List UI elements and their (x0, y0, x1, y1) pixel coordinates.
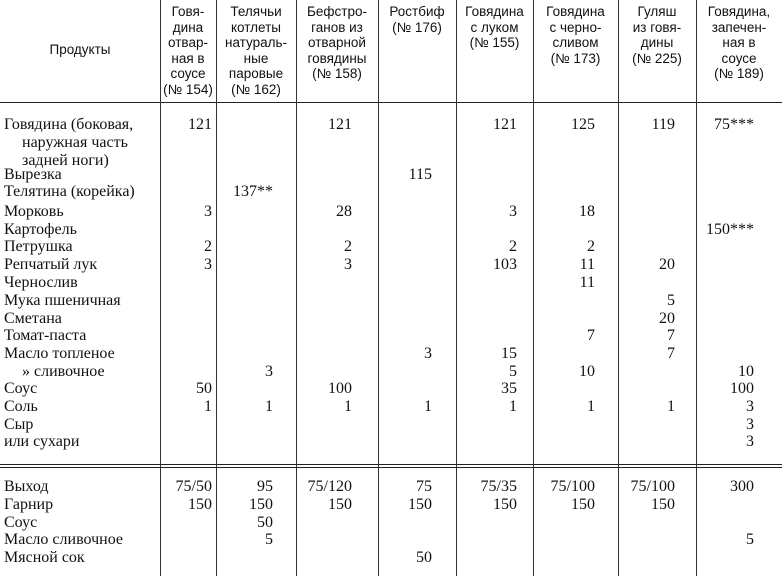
ingredient-row-cell: 3 (265, 363, 273, 380)
column-header: Говядина, запечен- ная в соусе (№ 189) (707, 4, 771, 81)
ingredient-row-cell: 125 (571, 116, 595, 133)
ingredient-row-label: задней ноги) (22, 152, 109, 169)
ingredient-row-label: Репчатый лук (4, 256, 98, 273)
ingredient-row-cell: 3 (746, 433, 754, 450)
ingredient-row-label: Соль (4, 398, 38, 415)
yield-row-label: Соус (4, 514, 38, 531)
column-divider (456, 0, 457, 576)
yield-row-cell: 5 (265, 531, 273, 548)
yield-row-cell: 95 (257, 478, 273, 495)
ingredient-row-label: Масло топленое (4, 345, 115, 362)
header-divider (0, 102, 782, 103)
ingredient-row-cell: 3 (424, 345, 432, 362)
column-header: Говядина с луком (№ 155) (465, 4, 524, 50)
ingredient-row-label: Мука пшеничная (4, 292, 121, 309)
yield-row-cell: 300 (730, 478, 754, 495)
ingredient-row-cell: 28 (336, 203, 352, 220)
ingredient-row-cell: 2 (204, 238, 212, 255)
yield-row-label: Мясной сок (4, 549, 85, 566)
ingredient-row-cell: 11 (579, 256, 595, 273)
ingredient-row-cell: 10 (579, 363, 595, 380)
ingredient-row-cell: 10 (738, 363, 754, 380)
ingredient-row-cell: 35 (501, 380, 517, 397)
yield-row-cell: 150 (249, 496, 273, 513)
footer-divider-top (0, 464, 782, 465)
ingredient-row-cell: 7 (667, 345, 675, 362)
ingredient-row-cell: 121 (188, 116, 212, 133)
yield-row-cell: 150 (408, 496, 432, 513)
yield-row-cell: 50 (257, 514, 273, 531)
ingredient-row-label: Говядина (боковая, (4, 116, 134, 133)
ingredient-row-cell: 3 (204, 256, 212, 273)
ingredient-row-label: или сухари (4, 433, 80, 450)
yield-row-label: Масло сливочное (4, 531, 123, 548)
ingredient-row-label: Картофель (4, 221, 77, 238)
yield-row-cell: 75/100 (550, 478, 595, 495)
ingredient-row-label: Телятина (корейка) (4, 183, 135, 200)
ingredient-row-cell: 1 (265, 398, 273, 415)
ingredient-row-cell: 119 (651, 116, 675, 133)
ingredient-row-cell: 2 (509, 238, 517, 255)
column-header: Бефстро- ганов из отварной говядины (№ 158) (307, 4, 367, 81)
column-header: Говя- дина отвар- ная в соусе (№ 154) (163, 4, 213, 97)
ingredient-row-cell: 1 (667, 398, 675, 415)
ingredient-row-label: наружная часть (22, 134, 128, 151)
ingredient-row-cell: 121 (493, 116, 517, 133)
ingredient-row-cell: 15 (501, 345, 517, 362)
ingredient-row-cell: 150*** (706, 221, 754, 238)
ingredient-row-cell: 1 (509, 398, 517, 415)
ingredient-row-cell: 20 (659, 256, 675, 273)
ingredient-row-cell: 3 (509, 203, 517, 220)
footer-divider-bottom (0, 467, 782, 468)
yield-row-label: Выход (4, 478, 49, 495)
ingredient-row-cell: 2 (344, 238, 352, 255)
ingredient-row-label: Вырезка (4, 166, 62, 183)
yield-row-cell: 150 (493, 496, 517, 513)
ingredient-row-cell: 1 (204, 398, 212, 415)
ingredient-row-cell: 20 (659, 310, 675, 327)
ingredient-row-cell: 121 (328, 116, 352, 133)
ingredient-row-cell: 3 (344, 256, 352, 273)
column-header: Говядина с черно- сливом (№ 173) (546, 4, 605, 66)
ingredient-row-label: Петрушка (4, 238, 73, 255)
ingredient-row-cell: 2 (587, 238, 595, 255)
yield-row-cell: 75 (416, 478, 432, 495)
column-header: Гуляш из говя- дины (№ 225) (632, 4, 682, 66)
column-divider (696, 0, 697, 576)
ingredient-row-cell: 75*** (714, 116, 754, 133)
ingredient-row-cell: 137** (233, 183, 273, 200)
yield-row-cell: 75/120 (307, 478, 352, 495)
ingredient-row-label: Сметана (4, 310, 62, 327)
ingredient-row-label: Томат-паста (4, 327, 87, 344)
ingredient-row-cell: 100 (730, 380, 754, 397)
column-header: Телячьи котлеты натураль- ные паровые (№ 162) (224, 4, 288, 97)
ingredient-row-cell: 7 (587, 327, 595, 344)
ingredient-row-label: Сыр (4, 416, 34, 433)
column-divider (533, 0, 534, 576)
ingredient-row-cell: 3 (746, 416, 754, 433)
yield-row-cell: 150 (188, 496, 212, 513)
ingredient-row-cell: 18 (579, 203, 595, 220)
ingredient-row-cell: 7 (667, 327, 675, 344)
yield-row-cell: 50 (416, 549, 432, 566)
yield-row-label: Гарнир (4, 496, 54, 513)
ingredient-row-label: Соус (4, 380, 38, 397)
column-header: Ростбиф (№ 176) (389, 4, 445, 35)
ingredient-row-cell: 100 (328, 380, 352, 397)
ingredient-row-cell: 1 (424, 398, 432, 415)
ingredient-row-label: » сливочное (22, 363, 105, 380)
yield-row-cell: 150 (571, 496, 595, 513)
ingredient-row-cell: 5 (509, 363, 517, 380)
ingredient-row-cell: 103 (493, 256, 517, 273)
ingredient-row-cell: 5 (667, 292, 675, 309)
yield-row-cell: 150 (328, 496, 352, 513)
ingredient-row-label: Чернослив (4, 274, 78, 291)
header-products: Продукты (49, 42, 111, 57)
yield-row-cell: 5 (746, 531, 754, 548)
ingredient-row-cell: 1 (344, 398, 352, 415)
column-divider (296, 0, 297, 576)
ingredient-row-cell: 3 (746, 398, 754, 415)
ingredient-row-cell: 115 (408, 166, 432, 183)
yield-row-cell: 75/100 (630, 478, 675, 495)
ingredient-row-cell: 11 (579, 274, 595, 291)
column-divider (378, 0, 379, 576)
ingredient-row-cell: 1 (587, 398, 595, 415)
ingredient-row-label: Морковь (4, 203, 64, 220)
column-divider (618, 0, 619, 576)
yield-row-cell: 75/35 (480, 478, 517, 495)
yield-row-cell: 75/50 (175, 478, 212, 495)
ingredient-row-cell: 50 (196, 380, 212, 397)
ingredient-row-cell: 3 (204, 203, 212, 220)
yield-row-cell: 150 (651, 496, 675, 513)
